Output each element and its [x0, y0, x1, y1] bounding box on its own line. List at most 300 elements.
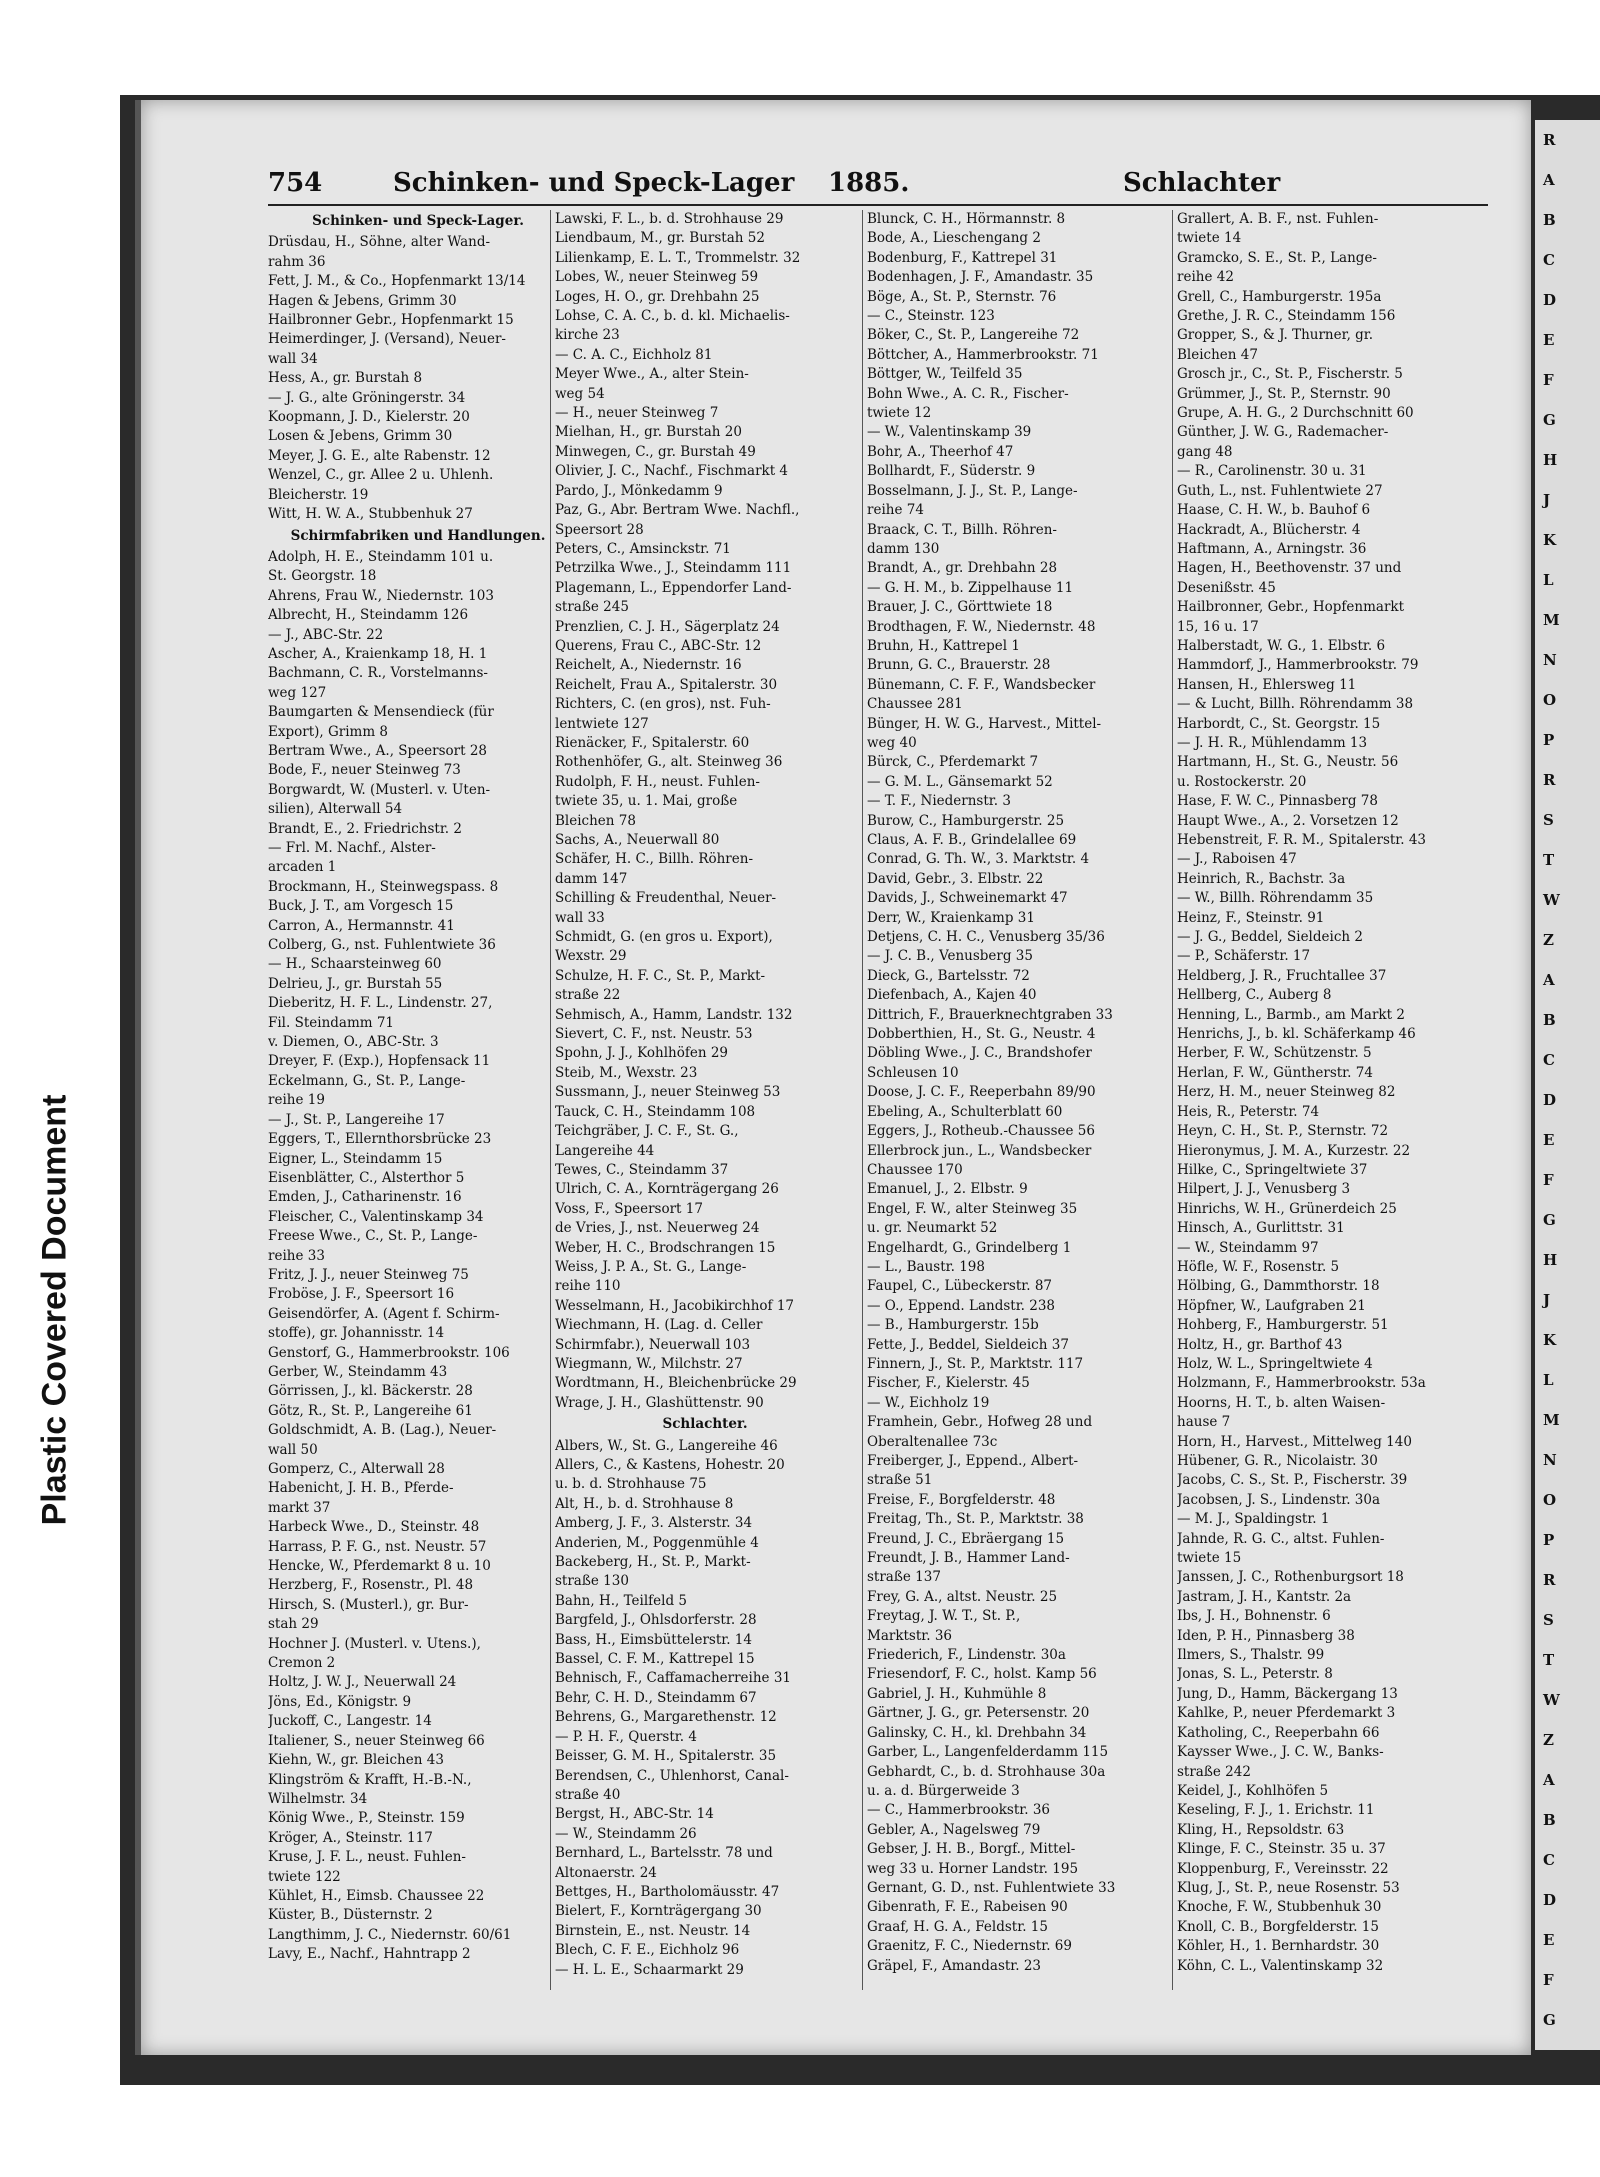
directory-entry: Sievert, C. F., nst. Neustr. 53	[555, 1026, 753, 1043]
directory-entry: Harbeck Wwe., D., Steinstr. 48	[268, 1519, 480, 1536]
directory-entry: Fleischer, C., Valentinskamp 34	[268, 1208, 484, 1225]
directory-entry: Blunck, C. H., Hörmannstr. 8	[867, 211, 1066, 227]
directory-entry: Habenicht, J. H. B., Pferde-	[268, 1480, 454, 1497]
directory-entry: Heinrich, R., Bachstr. 3a	[1177, 870, 1346, 887]
directory-entry: Adolph, H. E., Steindamm 101 u.	[268, 548, 494, 565]
directory-entry: Sehmisch, A., Hamm, Landstr. 132	[555, 1006, 793, 1023]
directory-entry: Meyer, J. G. E., alte Rabenstr. 12	[268, 447, 491, 464]
directory-entry: Bergst, H., ABC-Str. 14	[555, 1806, 714, 1823]
directory-entry: Blech, C. F. E., Eichholz 96	[555, 1942, 740, 1959]
directory-entry: Eckelmann, G., St. P., Lange-	[268, 1072, 466, 1089]
directory-entry: Heyn, C. H., St. P., Sternstr. 72	[1177, 1123, 1389, 1140]
directory-entry: Brodthagen, F. W., Niedernstr. 48	[867, 618, 1096, 635]
directory-entry: Hess, A., gr. Burstah 8	[268, 370, 423, 387]
directory-entry: Albers, W., St. G., Langereihe 46	[555, 1437, 778, 1454]
directory-entry: Behnisch, F., Caffamacherreihe 31	[555, 1670, 791, 1687]
directory-entry: — G. M. L., Gänsemarkt 52	[867, 773, 1053, 790]
directory-entry: — P. H. F., Querstr. 4	[555, 1728, 697, 1745]
directory-entry: straße 40	[555, 1786, 621, 1803]
directory-entry: straße 137	[867, 1569, 941, 1586]
directory-entry: u. Rostockerstr. 20	[1177, 773, 1307, 790]
directory-entry: Olivier, J. C., Nachf., Fischmarkt 4	[555, 463, 789, 480]
directory-entry: Tewes, C., Steindamm 37	[555, 1161, 729, 1178]
directory-entry: Knoll, C. B., Borgfelderstr. 15	[1177, 1918, 1379, 1935]
directory-entry: rahm 36	[268, 253, 326, 270]
directory-entry: Horn, H., Harvest., Mittelweg 140	[1177, 1433, 1412, 1450]
directory-entry: Wilhelmstr. 34	[268, 1790, 368, 1807]
directory-entry: Dittrich, F., Brauerknechtgraben 33	[867, 1006, 1113, 1023]
directory-entry: Doose, J. C. F., Reeperbahn 89/90	[867, 1084, 1096, 1101]
directory-entry: wall 50	[268, 1441, 318, 1458]
directory-entry: Goldschmidt, A. B. (Lag.), Neuer-	[268, 1422, 497, 1439]
directory-entry: Anderien, M., Poggenmühle 4	[555, 1534, 759, 1551]
directory-entry: Herlan, F. W., Güntherstr. 74	[1177, 1064, 1373, 1081]
directory-entry: stah 29	[268, 1616, 319, 1633]
directory-entry: Günther, J. W. G., Rademacher-	[1177, 424, 1389, 441]
directory-entry: Peters, C., Amsinckstr. 71	[555, 540, 731, 557]
directory-entry: Reichelt, A., Niedernstr. 16	[555, 657, 742, 674]
directory-entry: Rienäcker, F., Spitalerstr. 60	[555, 734, 750, 751]
directory-entry: Borgwardt, W. (Musterl. v. Uten-	[268, 781, 491, 798]
directory-entry: Friesendorf, F. C., holst. Kamp 56	[867, 1666, 1097, 1683]
side-label: Plastic Covered Document	[35, 1094, 74, 1526]
directory-entry: Wenzel, C., gr. Allee 2 u. Uhlenh.	[268, 467, 494, 484]
directory-entry: Sachs, A., Neuerwall 80	[555, 832, 720, 848]
directory-entry: Klug, J., St. P., neue Rosenstr. 53	[1177, 1879, 1400, 1896]
page-header	[268, 168, 1488, 204]
directory-entry: Schirmfabr.), Neuerwall 103	[555, 1336, 751, 1353]
directory-entry: Harbordt, C., St. Georgstr. 15	[1177, 715, 1381, 732]
directory-entry: Juckoff, C., Langestr. 14	[268, 1713, 432, 1730]
directory-entry: Bass, H., Eimsbüttelerstr. 14	[555, 1631, 752, 1648]
directory-entry: Weber, H. C., Brodschrangen 15	[555, 1239, 776, 1256]
directory-entry: Birnstein, E., nst. Neustr. 14	[555, 1922, 751, 1939]
directory-entry: Böker, C., St. P., Langereihe 72	[867, 327, 1080, 344]
directory-entry: Claus, A. F. B., Grindelallee 69	[867, 832, 1077, 848]
year: 1885.	[828, 168, 910, 198]
directory-entry: Davids, J., Schweinemarkt 47	[867, 890, 1068, 907]
directory-entry: Chaussee 281	[867, 696, 963, 713]
directory-entry: Ahrens, Frau W., Niedernstr. 103	[268, 587, 494, 604]
directory-entry: Kröger, A., Steinstr. 117	[268, 1829, 433, 1846]
directory-entry: Hieronymus, J. M. A., Kurzestr. 22	[1177, 1142, 1411, 1159]
directory-entry: Hilke, C., Springeltwiete 37	[1177, 1161, 1368, 1178]
directory-entry: Gibenrath, F. E., Rabeisen 90	[867, 1899, 1068, 1916]
directory-entry: König Wwe., P., Steinstr. 159	[268, 1810, 465, 1827]
directory-entry: Jastram, J. H., Kantstr. 2a	[1177, 1588, 1352, 1605]
directory-entry: Hammdorf, J., Hammerbrookstr. 79	[1177, 657, 1419, 674]
directory-entry: Frey, G. A., altst. Neustr. 25	[867, 1588, 1058, 1605]
directory-entry: Behrens, G., Margarethenstr. 12	[555, 1709, 777, 1726]
directory-entry: Derr, W., Kraienkamp 31	[867, 909, 1035, 926]
directory-entry: Backeberg, H., St. P., Markt-	[555, 1554, 751, 1571]
directory-entry: Hartmann, H., St. G., Neustr. 56	[1177, 754, 1399, 771]
directory-entry: Reichelt, Frau A., Spitalerstr. 30	[555, 676, 778, 693]
directory-entry: — W., Valentinskamp 39	[867, 424, 1032, 441]
directory-entry: Lawski, F. L., b. d. Strohhause 29	[555, 211, 784, 227]
directory-entry: Mielhan, H., gr. Burstah 20	[555, 424, 742, 441]
directory-entry: Gernant, G. D., nst. Fuhlentwiete 33	[867, 1879, 1116, 1896]
directory-entry: Altonaerstr. 24	[555, 1864, 657, 1881]
directory-entry: — G. H. M., b. Zippelhause 11	[867, 579, 1074, 596]
directory-entry: Freitag, Th., St. P., Marktstr. 38	[867, 1511, 1084, 1528]
directory-entry: Dieck, G., Bartelsstr. 72	[867, 967, 1030, 984]
directory-entry: — O., Eppend. Landstr. 238	[867, 1297, 1056, 1314]
directory-entry: Braack, C. T., Billh. Röhren-	[867, 521, 1057, 538]
directory-entry: Loges, H. O., gr. Drehbahn 25	[555, 288, 760, 305]
directory-entry: Grosch jr., C., St. P., Fischerstr. 5	[1177, 366, 1403, 383]
directory-entry: Wordtmann, H., Bleichenbrücke 29	[555, 1375, 797, 1392]
section-heading: Schlachter.	[662, 1416, 748, 1433]
directory-entry: twiete 122	[268, 1868, 341, 1885]
directory-entry: Chaussee 170	[867, 1161, 963, 1178]
directory-entry: Heis, R., Peterstr. 74	[1177, 1103, 1320, 1120]
directory-entry: Dobberthien, H., St. G., Neustr. 4	[867, 1026, 1096, 1043]
column-divider	[550, 210, 551, 1990]
directory-entry: — W., Steindamm 26	[555, 1825, 697, 1842]
directory-entry: Paz, G., Abr. Bertram Wwe. Nachfl.,	[555, 502, 800, 519]
directory-entry: Detjens, C. H. C., Venusberg 35/36	[867, 929, 1105, 946]
directory-entry: Jöns, Ed., Königstr. 9	[268, 1693, 412, 1710]
directory-entry: Eisenblätter, C., Alsterthor 5	[268, 1169, 465, 1186]
directory-entry: Bahn, H., Teilfeld 5	[555, 1592, 687, 1609]
directory-entry: Fischer, F., Kielerstr. 45	[867, 1375, 1030, 1392]
directory-entry: Baumgarten & Mensendieck (für	[268, 704, 494, 721]
directory-entry: Hansen, H., Ehlersweg 11	[1177, 676, 1357, 693]
directory-entry: Ebeling, A., Schulterblatt 60	[867, 1103, 1063, 1120]
directory-entry: Bleichen 78	[555, 812, 636, 829]
directory-entry: Haftmann, A., Arningstr. 36	[1177, 540, 1367, 557]
directory-entry: Jahnde, R. G. C., altst. Fuhlen-	[1177, 1530, 1385, 1547]
directory-entry: Conrad, G. Th. W., 3. Marktstr. 4	[867, 851, 1090, 868]
adjacent-page-edge: R A B C D E F G H J K L M N O P R S T W Z A B C D E F G H J K L M N O P R S T W Z A B C D E F G	[1535, 120, 1600, 2050]
directory-entry: gang 48	[1177, 443, 1233, 460]
directory-entry: — M. J., Spaldingstr. 1	[1177, 1511, 1330, 1528]
directory-entry: Koopmann, J. D., Kielerstr. 20	[268, 409, 470, 426]
directory-entry: Hinsch, A., Gurlittstr. 31	[1177, 1220, 1345, 1237]
column-4	[1177, 210, 1477, 2000]
directory-entry: Bünger, H. W. G., Harvest., Mittel-	[867, 715, 1102, 732]
directory-entry: Klinge, F. C., Steinstr. 35 u. 37	[1177, 1841, 1386, 1858]
directory-entry: Bachmann, C. R., Vorstelmanns-	[268, 665, 488, 682]
directory-entry: Bertram Wwe., A., Speersort 28	[268, 742, 488, 759]
directory-entry: Eggers, J., Rotheub.-Chaussee 56	[867, 1123, 1095, 1140]
directory-entry: Gabriel, J. H., Kuhmühle 8	[867, 1685, 1047, 1702]
directory-entry: Ibs, J. H., Bohnenstr. 6	[1177, 1608, 1331, 1625]
directory-entry: weg 33 u. Horner Landstr. 195	[867, 1860, 1079, 1877]
directory-entry: lentwiete 127	[555, 715, 649, 732]
directory-entry: Hinrichs, W. H., Grünerdeich 25	[1177, 1200, 1397, 1217]
directory-entry: twiete 12	[867, 405, 932, 422]
directory-entry: Meyer Wwe., A., alter Stein-	[555, 366, 749, 383]
directory-entry: Bruhn, H., Kattrepel 1	[867, 637, 1020, 654]
directory-entry: — T. F., Niedernstr. 3	[867, 793, 1011, 810]
directory-entry: Guth, L., nst. Fuhlentwiete 27	[1177, 482, 1383, 499]
directory-entry: reihe 74	[867, 502, 924, 519]
directory-entry: Kloppenburg, F., Vereinsstr. 22	[1177, 1860, 1389, 1877]
directory-entry: Ulrich, C. A., Kornträgergang 26	[555, 1181, 779, 1198]
directory-entry: Faupel, C., Lübeckerstr. 87	[867, 1278, 1053, 1295]
directory-entry: Henrichs, J., b. kl. Schäferkamp 46	[1177, 1026, 1416, 1043]
directory-entry: Köhler, H., 1. Bernhardstr. 30	[1177, 1938, 1380, 1955]
directory-entry: — J., ABC-Str. 22	[268, 626, 384, 643]
directory-entry: Lavy, E., Nachf., Hahntrapp 2	[268, 1946, 471, 1963]
directory-entry: Grell, C., Hamburgerstr. 195a	[1177, 288, 1382, 305]
directory-entry: Burow, C., Hamburgerstr. 25	[867, 812, 1065, 829]
directory-entry: Hackradt, A., Blücherstr. 4	[1177, 521, 1361, 538]
directory-entry: Ellerbrock jun., L., Wandsbecker	[867, 1142, 1092, 1159]
directory-entry: Framhein, Gebr., Hofweg 28 und	[867, 1414, 1093, 1431]
section-heading: Schirmfabriken und Handlungen.	[290, 527, 546, 544]
directory-entry: Hailbronner, Gebr., Hopfenmarkt	[1177, 599, 1405, 616]
directory-entry: Emden, J., Catharinenstr. 16	[268, 1189, 462, 1206]
directory-entry: Gramcko, S. E., St. P., Lange-	[1177, 249, 1377, 266]
directory-entry: Bodenhagen, J. F., Amandastr. 35	[867, 269, 1094, 286]
directory-entry: Weiss, J. P. A., St. G., Lange-	[555, 1258, 747, 1275]
directory-entry: Bode, F., neuer Steinweg 73	[268, 762, 461, 779]
directory-entry: — J. G., Beddel, Sieldeich 2	[1177, 929, 1363, 946]
directory-entry: Hencke, W., Pferdemarkt 8 u. 10	[268, 1558, 491, 1575]
directory-entry: Schilling & Freudenthal, Neuer-	[555, 890, 777, 907]
column-divider	[1172, 210, 1173, 1990]
directory-entry: Brauer, J. C., Görttwiete 18	[867, 599, 1053, 616]
directory-entry: Hübener, G. R., Nicolaistr. 30	[1177, 1453, 1378, 1469]
directory-entry: Schleusen 10	[867, 1064, 959, 1081]
directory-entry: Querens, Frau C., ABC-Str. 12	[555, 637, 762, 654]
directory-entry: Diefenbach, A., Kajen 40	[867, 987, 1037, 1004]
directory-entry: Fil. Steindamm 71	[268, 1014, 395, 1031]
directory-entry: Richters, C. (en gros), nst. Fuh-	[555, 696, 771, 713]
directory-entry: Höfle, W. F., Rosenstr. 5	[1177, 1258, 1340, 1275]
directory-entry: Wiechmann, H. (Lag. d. Celler	[555, 1317, 763, 1334]
directory-entry: Gräpel, F., Amandastr. 23	[867, 1957, 1042, 1974]
directory-entry: David, Gebr., 3. Elbstr. 22	[867, 870, 1044, 887]
directory-entry: Amberg, J. F., 3. Alsterstr. 34	[555, 1515, 753, 1532]
directory-entry: Galinsky, C. H., kl. Drehbahn 34	[867, 1724, 1087, 1741]
directory-entry: Hellberg, C., Auberg 8	[1177, 987, 1332, 1004]
directory-entry: Oberaltenallee 73c	[867, 1433, 998, 1450]
directory-entry: — J. H. R., Mühlendamm 13	[1177, 734, 1368, 751]
directory-entry: Hebenstreit, F. R. M., Spitalerstr. 43	[1177, 832, 1427, 848]
directory-entry: Wrage, J. H., Glashüttenstr. 90	[555, 1394, 764, 1411]
directory-entry: reihe 33	[268, 1247, 325, 1264]
directory-entry: twiete 14	[1177, 230, 1242, 247]
directory-entry: Gärtner, J. G., gr. Petersenstr. 20	[867, 1705, 1090, 1722]
directory-entry: reihe 110	[555, 1278, 621, 1295]
directory-entry: Garber, L., Langenfelderdamm 115	[867, 1744, 1109, 1761]
directory-entry: Haupt Wwe., A., 2. Vorsetzen 12	[1177, 812, 1399, 829]
directory-entry: Fette, J., Beddel, Sieldeich 37	[867, 1336, 1069, 1353]
directory-entry: Brunn, G. C., Brauerstr. 28	[867, 657, 1051, 674]
directory-entry: Jacobsen, J. S., Lindenstr. 30a	[1177, 1491, 1381, 1508]
directory-entry: Voss, F., Speersort 17	[555, 1200, 703, 1217]
directory-entry: Finnern, J., St. P., Marktstr. 117	[867, 1355, 1084, 1372]
directory-entry: Höpfner, W., Laufgraben 21	[1177, 1297, 1366, 1314]
directory-entry: St. Georgstr. 18	[268, 568, 377, 585]
directory-entry: Wesselmann, H., Jacobikirchhof 17	[555, 1297, 794, 1314]
directory-entry: Hirsch, S. (Musterl.), gr. Bur-	[268, 1596, 469, 1613]
directory-entry: Henning, L., Barmb., am Markt 2	[1177, 1006, 1405, 1023]
directory-entry: Steib, M., Wexstr. 23	[555, 1064, 698, 1081]
directory-entry: straße 242	[1177, 1763, 1251, 1780]
left-title: Schinken- und Speck-Lager	[393, 168, 795, 198]
directory-entry: Allers, C., & Kastens, Hohestr. 20	[555, 1457, 785, 1473]
directory-entry: Bleicherstr. 19	[268, 486, 369, 503]
directory-entry: Böttcher, A., Hammerbrookstr. 71	[867, 346, 1099, 363]
directory-entry: Bernhard, L., Bartelsstr. 78 und	[555, 1845, 773, 1862]
directory-entry: Dieberitz, H. F. L., Lindenstr. 27,	[268, 995, 493, 1012]
directory-entry: hause 7	[1177, 1414, 1231, 1431]
directory-entry: Herzberg, F., Rosenstr., Pl. 48	[268, 1577, 474, 1594]
directory-entry: Klingström & Krafft, H.-B.-N.,	[268, 1771, 472, 1788]
directory-entry: Fritz, J. J., neuer Steinweg 75	[268, 1266, 469, 1283]
directory-entry: Heinz, F., Steinstr. 91	[1177, 909, 1325, 926]
directory-entry: Grallert, A. B. F., nst. Fuhlen-	[1177, 211, 1379, 227]
directory-entry: Eigner, L., Steindamm 15	[268, 1150, 443, 1167]
directory-entry: twiete 35, u. 1. Mai, große	[555, 793, 738, 810]
directory-entry: Kahlke, P., neuer Pferdemarkt 3	[1177, 1705, 1396, 1722]
directory-entry: Tauck, C. H., Steindamm 108	[555, 1103, 756, 1120]
directory-entry: Freytag, J. W. T., St. P.,	[867, 1608, 1021, 1625]
directory-entry: Heldberg, J. R., Fruchtallee 37	[1177, 967, 1387, 984]
directory-entry: u. a. d. Bürgerweide 3	[867, 1782, 1020, 1799]
directory-entry: — W., Steindamm 97	[1177, 1239, 1319, 1256]
directory-entry: Gropper, S., & J. Thurner, gr.	[1177, 327, 1374, 344]
directory-entry: Eggers, T., Ellernthorsbrücke 23	[268, 1131, 492, 1148]
directory-entry: Wexstr. 29	[555, 948, 627, 965]
directory-entry: — L., Baustr. 198	[867, 1258, 985, 1275]
directory-entry: Kühlet, H., Eimsb. Chaussee 22	[268, 1887, 485, 1904]
directory-entry: stoffe), gr. Johannisstr. 14	[268, 1325, 445, 1342]
directory-entry: Haase, C. H. W., b. Bauhof 6	[1177, 502, 1371, 519]
directory-entry: Behr, C. H. D., Steindamm 67	[555, 1689, 757, 1706]
directory-entry: Petrzilka Wwe., J., Steindamm 111	[555, 560, 792, 577]
directory-entry: Bodenburg, F., Kattrepel 31	[867, 249, 1058, 266]
directory-entry: Witt, H. W. A., Stubbenhuk 27	[268, 506, 473, 523]
directory-entry: Jacobs, C. S., St. P., Fischerstr. 39	[1177, 1472, 1408, 1489]
directory-entry: Langthimm, J. C., Niedernstr. 60/61	[268, 1926, 512, 1943]
directory-entry: Lohse, C. A. C., b. d. kl. Michaelis-	[555, 308, 790, 325]
directory-entry: Freese Wwe., C., St. P., Lange-	[268, 1228, 478, 1245]
directory-entry: Colberg, G., nst. Fuhlentwiete 36	[268, 937, 496, 954]
directory-entry: — P., Schäferstr. 17	[1177, 948, 1311, 965]
directory-entry: Genstorf, G., Hammerbrookstr. 106	[268, 1344, 510, 1361]
directory-entry: Grümmer, J., St. P., Sternstr. 90	[1177, 385, 1391, 402]
directory-entry: Speersort 28	[555, 521, 644, 538]
directory-entry: Katholing, C., Reeperbahn 66	[1177, 1724, 1380, 1741]
header-rule	[268, 204, 1488, 206]
directory-entry: Bohr, A., Theerhof 47	[867, 443, 1014, 460]
directory-entry: u. b. d. Strohhause 75	[555, 1476, 707, 1493]
directory-entry: Brandt, E., 2. Friedrichstr. 2	[268, 820, 462, 837]
directory-entry: Holtz, J. W. J., Neuerwall 24	[268, 1674, 457, 1691]
directory-entry: Grethe, J. R. C., Steindamm 156	[1177, 308, 1396, 325]
directory-entry: wall 33	[555, 909, 605, 926]
directory-entry: Fett, J. M., & Co., Hopfenmarkt 13/14	[268, 273, 526, 290]
directory-entry: straße 51	[867, 1472, 933, 1489]
directory-entry: Delrieu, J., gr. Burstah 55	[268, 975, 443, 992]
directory-entry: Lobes, W., neuer Steinweg 59	[555, 269, 759, 286]
directory-entry: Köhn, C. L., Valentinskamp 32	[1177, 1957, 1384, 1974]
directory-entry: twiete 15	[1177, 1550, 1242, 1567]
directory-entry: wall 34	[268, 350, 318, 367]
directory-entry: v. Diemen, O., ABC-Str. 3	[268, 1034, 439, 1051]
directory-entry: Brockmann, H., Steinwegspass. 8	[268, 878, 499, 895]
directory-entry: Görrissen, J., kl. Bäckerstr. 28	[268, 1383, 473, 1400]
directory-entry: straße 245	[555, 599, 629, 616]
directory-entry: Lilienkamp, E. L. T., Trommelstr. 32	[555, 249, 801, 266]
directory-entry: Bosselmann, J. J., St. P., Lange-	[867, 482, 1078, 499]
directory-entry: Döbling Wwe., J. C., Brandshofer	[867, 1045, 1092, 1062]
directory-entry: Spohn, J. J., Kohlhöfen 29	[555, 1045, 729, 1062]
directory-entry: — J. C. B., Venusberg 35	[867, 948, 1033, 965]
directory-entry: Bohn Wwe., A. C. R., Fischer-	[867, 385, 1069, 402]
directory-entry: — H., neuer Steinweg 7	[555, 405, 719, 422]
directory-entry: — C., Hammerbrookstr. 36	[867, 1802, 1050, 1819]
directory-entry: Geisendörfer, A. (Agent f. Schirm-	[268, 1305, 500, 1322]
column-2	[555, 210, 855, 2000]
directory-entry: Sussmann, J., neuer Steinweg 53	[555, 1084, 781, 1101]
directory-entry: Böttger, W., Teilfeld 35	[867, 366, 1023, 383]
directory-entry: — C. A. C., Eichholz 81	[555, 346, 713, 363]
directory-entry: reihe 19	[268, 1092, 325, 1109]
directory-entry: — R., Carolinenstr. 30 u. 31	[1177, 463, 1367, 480]
directory-entry: Desenißstr. 45	[1177, 579, 1276, 596]
directory-entry: Prenzlien, C. J. H., Sägerplatz 24	[555, 618, 780, 635]
directory-entry: damm 130	[867, 540, 940, 557]
directory-entry: Losen & Jebens, Grimm 30	[268, 428, 453, 445]
directory-entry: Jung, D., Hamm, Bäckergang 13	[1177, 1685, 1398, 1702]
directory-entry: Freise, F., Borgfelderstr. 48	[867, 1491, 1056, 1508]
directory-entry: Graenitz, F. C., Niedernstr. 69	[867, 1938, 1072, 1955]
directory-entry: Brandt, A., gr. Drehbahn 28	[867, 560, 1058, 577]
directory-entry: Gebler, A., Nagelsweg 79	[867, 1821, 1041, 1838]
directory-entry: Bürck, C., Pferdemarkt 7	[867, 754, 1039, 771]
directory-entry: Engel, F. W., alter Steinweg 35	[867, 1200, 1078, 1217]
directory-entry: Kiehn, W., gr. Bleichen 43	[268, 1752, 444, 1769]
directory-entry: Freundt, J. B., Hammer Land-	[867, 1550, 1070, 1567]
directory-entry: de Vries, J., nst. Neuerweg 24	[555, 1220, 760, 1237]
directory-entry: Froböse, J. F., Speersort 16	[268, 1286, 455, 1303]
directory-entry: straße 22	[555, 987, 621, 1004]
directory-entry: Dreyer, F. (Exp.), Hopfensack 11	[268, 1053, 491, 1070]
directory-entry: Engelhardt, G., Grindelberg 1	[867, 1239, 1072, 1256]
directory-entry: Bielert, F., Kornträgergang 30	[555, 1903, 762, 1920]
directory-entry: reihe 42	[1177, 269, 1234, 286]
directory-entry: Knoche, F. W., Stubbenhuk 30	[1177, 1899, 1382, 1916]
directory-entry: Holz, W. L., Springeltwiete 4	[1177, 1355, 1373, 1372]
directory-entry: Keidel, J., Kohlhöfen 5	[1177, 1782, 1329, 1799]
column-1	[268, 210, 568, 2000]
directory-entry: Böge, A., St. P., Sternstr. 76	[867, 288, 1057, 305]
directory-entry: Ilmers, S., Thalstr. 99	[1177, 1647, 1325, 1664]
directory-entry: Albrecht, H., Steindamm 126	[268, 607, 469, 624]
directory-entry: markt 37	[268, 1499, 331, 1516]
directory-entry: Teichgräber, J. C. F., St. G.,	[555, 1123, 739, 1140]
directory-entry: — J. G., alte Gröningerstr. 34	[268, 389, 466, 406]
directory-entry: — W., Billh. Röhrendamm 35	[1177, 890, 1374, 907]
directory-entry: Grupe, A. H. G., 2 Durchschnitt 60	[1177, 405, 1414, 422]
directory-entry: Hagen & Jebens, Grimm 30	[268, 292, 457, 309]
directory-entry: Alt, H., b. d. Strohhause 8	[555, 1495, 734, 1512]
directory-entry: Emanuel, J., 2. Elbstr. 9	[867, 1181, 1028, 1198]
directory-entry: Schulze, H. F. C., St. P., Markt-	[555, 967, 766, 984]
directory-entry: silien), Alterwall 54	[268, 801, 403, 818]
directory-entry: Bleichen 47	[1177, 346, 1258, 363]
directory-entry: Rothenhöfer, G., alt. Steinweg 36	[555, 754, 783, 771]
directory-entry: Jonas, S. L., Peterstr. 8	[1177, 1666, 1333, 1683]
directory-entry: Hase, F. W. C., Pinnasberg 78	[1177, 793, 1378, 810]
